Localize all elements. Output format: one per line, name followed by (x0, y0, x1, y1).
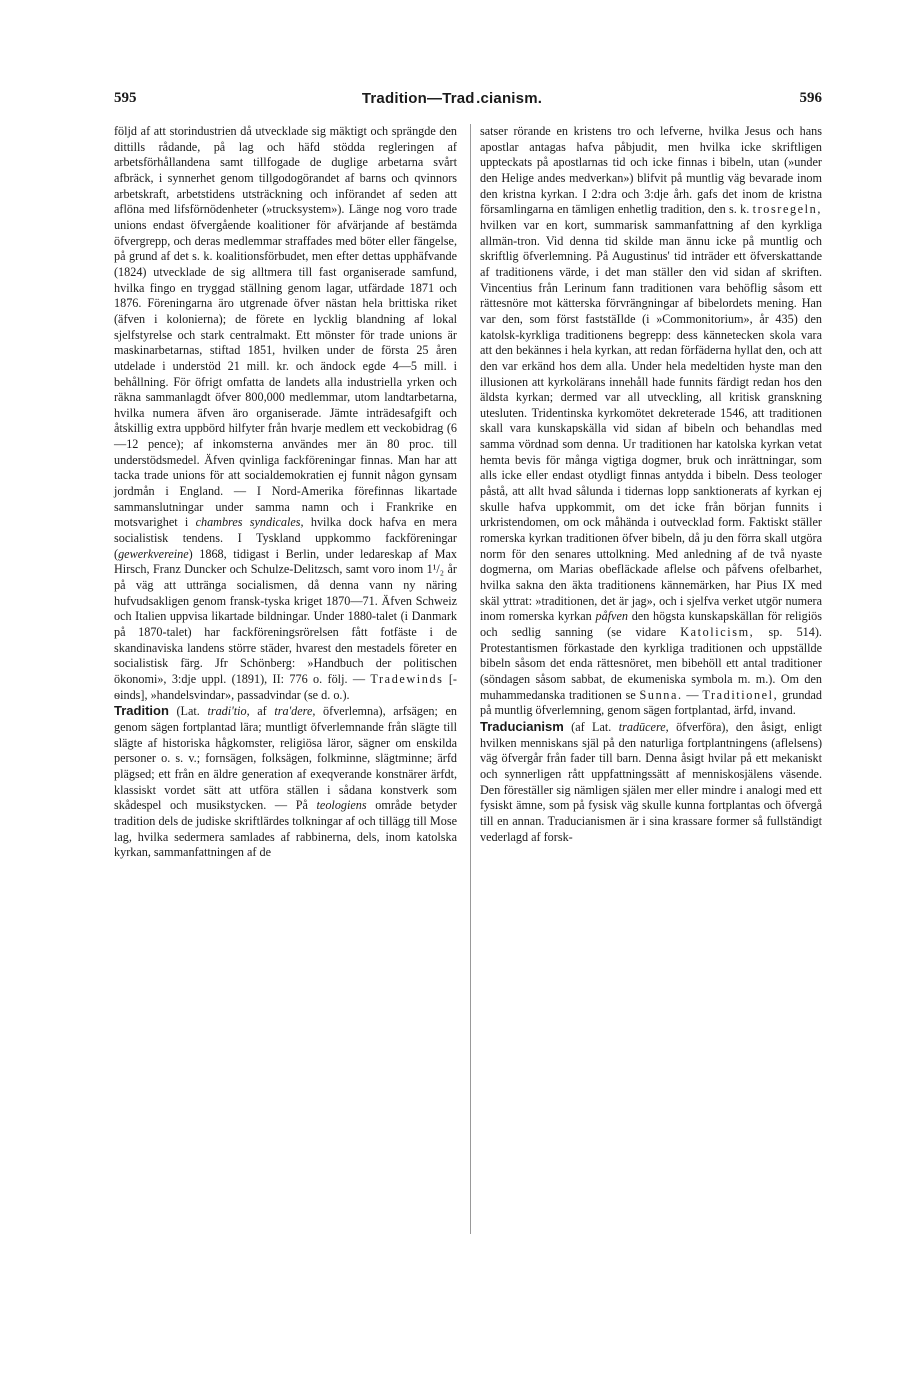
paragraph-trade-unions-continued: följd af att storindustrien då utvecklade sig mäktigt och sprängde den dittills rådande, på lag och häfd stödda regleringen af arbetsförhållandena samt tillfogade de duglige arbetarna svårt afbräck, i synnerhet genom tillgodogörandet af barns och qvinnors arbetskraft, arbetstidens utsträckning och införandet af seden att aflöna med lifsförnödenheter (»trucksystem»). Länge nog voro trade unions endast öfvergående koalitioner för afvärjande af bestämda öfvergrepp, och deras medlemmar straffades med böter eller fängelse, på grund af det s. k. koalitionsförbudet, men efter dettas upphäfvande (1824) utvecklade de sig alltmera till fast organiserade samfund, hvilka fingo en tryggad ställning genom lagar, utfärdade 1871 och 1876. Föreningarna äro utgrenade öfver nästan hela brittiska riket (äfven i kolonierna); de förete en lycklig blandning af lokal sjelfstyrelse och stark centralmakt. Ett mönster för trade unions är maskinarbetarnas, stiftad 1851, hvilken under de första 25 åren utdelade i understöd 21 mill. kr. och ändock egde 4—5 mill. i behållning. För öfrigt omfatta de landets alla industriella yrken och räkna sammanlagdt öfver 800,000 medlemmar, utom landtarbetarna, hvilka numera äfven äro organiserade. Jämte inträdesafgift och åtskillig extra uppbörd hilfyter från hvarje medlem ett veckobidrag (6—12 pence); af inkomsterna användes mer än 80 proc. till understödsmedel. Äfven qvinliga fackföreningar finnas. Man har att tacka trade unions för att socialdemokratien ej funnit någon gynsam jordmån i England. — I Nord-Amerika förefinnas likartade sammanslutningar under samma namn och i Frankrike en motsvarighet i chambres syndicales, hvilka dock hafva en mera socialistisk tendens. I Tyskland uppkommo fackföreningar (gewerkvereine) 1868, tidigast i Berlin, under ledareskap af Max Hirsch, Franz Duncker och Schulze-Delitzsch, samt voro inom 1¹/₂ år på väg att uttränga socialismen, då denna vann ny näring hufvudsakligen genom fransk-tyska kriget 1870—71. Äfven Schweiz och Italien uppvisa likartade bildningar. Under 1880-talet (i Danmark på 1870-talet) har fackföreningsrörelsen fått fotfäste i de skandinaviska landens större städer, hvarest den mestadels företer en socialistisk färg. Jfr Schönberg: »Handbuch der politischen ökonomi», 3:dje uppl. (1891), II: 776 o. följ. — Tradewinds [-ѳinds], »handelsvindar», passadvindar (se d. o.). (114, 124, 457, 702)
paragraph-tradition-continued: satser rörande en kristens tro och lefverne, hvilka Jesus och hans apostlar antagas hafva påbjudit, men hvilka icke skriftligen uppteckats på apostlarnas tid och icke finnas i bibeln, utan (»under den Helige andes medverkan») blifvit på muntlig väg bevarade inom den kristna kyrkan. I 2:dra och 3:dje årh. gafs det inom de kristna församlingarna en tämligen enhetlig tradition, den s. k. trosregeln, hvilken var en kort, summarisk sammanfattning af den kyrkliga allmän-tron. Vid denna tid skilde man ännu icke på muntlig och skriftlig öfverlemning. På Augustinus' tid inträder ett öfverskattande af traditionens värde, i det man ställer den vid sidan af skriften. Vincentius från Lerinum fann traditionen vara behöflig såsom ett rättesnöre mot kätterska förvrängningar af bibelordets mening. Han var den, som först faststäIlde (i »Commonitorium», år 435) den katolsk-kyrkliga traditionens begrepp: dess kännetecken skola vara att den bekännes i hela kyrkan, att redan förfäderna hyllat den, och att den var erkänd hos dem alla. Under hela medeltiden hyste man den illusionen att kyrkolärans innehåll hade funnits färdigt redan hos den äldsta kyrkan; dermed var all utveckling, all kritisk granskning utesluten. Tridentinska kyrkomötet dekreterade 1546, att traditionen skall vara kunskapskälla vid sidan af bibeln och behandlas med samma vördnad som denna. Ur traditionen har katolska kyrkan vetat hemta bevis för många vigtiga dogmer, bruk och inrättningar, som alls icke eller endast otydligt finnas antydda i bibeln. Dess teologer påstå, att allt hvad sålunda i tidernas lopp sanktionerats af kyrkan ej skulle hafva uppkommit, om det icke från början funnits i urkristendomen, om ock måhända i outvecklad form. Faktiskt ställer romerska kyrkan traditionen öfver bibeln, då ju den förra skall utgöra norm för den senares uttolkning. Med anledning af de två nyaste dogmerna, om Marias obefläckade aflelse och påfvens ofelbarhet, hvilka sakna den äkta traditionens kännemärken, har Pius IX med skäl yttrat: »traditionen, det är jag», och i sjelfva verket utgör numera inom romerska kyrkan påfven den högsta kunskapskällan för religiös och sedlig sanning (se vidare Katolicism, sp. 514). Protestantismen förkastade den kyrkliga traditionen och uppställde bibeln såsom det enda rättesnöret, men bibehöll ett antal traditioner (söndagen såsom sabbat, de ekumeniska symbola m. m.). Om den muhammedanska traditionen se Sunna. — Traditionel, grundad på muntlig öfverlemning, genom sägen fortplantad, ärfd, invand. (480, 124, 823, 718)
left-page-number: 595 (114, 90, 137, 106)
right-column (480, 124, 822, 845)
entry-tradewinds: Tradewinds (370, 671, 444, 686)
entry-traducianism: Traducianism (af Lat. tradūcere, öfverföra), den åsigt, enligt hvilken menniskans själ på den naturliga fortplantningens (aflelsens) väg öfvergår från fader till barn. Denna åsigt hvilar på ett mekaniskt och synnerligen rått uppfattningssätt af menniskosjälens väsende. Den föreställer sig nämligen själen mer eller mindre i analogi med ett fysiskt ämne, som på fysisk väg skulle kunna fortplantas och öfvergå till en annan. Traducianismen är i sina krassare former så fullständigt vederlagd af forsk- (480, 718, 822, 844)
right-page-number: 596 (799, 90, 822, 106)
headword-tradition: Tradition (114, 703, 169, 719)
entry-tradition: Tradition (Lat. tradi'tio, af tra'dere, öfverlemna), arfsägen; en genom sägen fortplantad lära; muntligt öfverlemnande från slägte till slägte af historiska hågkomster, religiösa läror, sägner om enskilda personer o. s. v.; fornsägen, folksägen, folkminne, slägtminne; ärfd plägsed; ett från en äldre generation af exeqverande konstnärer ärfdt, klassiskt vordet sätt att utföra ställen i sådana konstverk som skådespel och musikstycken. — På teologiens område betyder tradition dels de judiske skriftlärdes tolkningar af och tillägg till Mose lag, hvilka sedermera samlades af rabbinerna, dels, inom katolska kyrkan, sammanfattningen af de (114, 703, 457, 860)
headword-traducianism: Traducianism (480, 718, 564, 734)
left-column (114, 124, 457, 861)
running-head: Tradition—Trad .cianism. (361, 90, 543, 107)
column-divider (470, 124, 471, 1234)
